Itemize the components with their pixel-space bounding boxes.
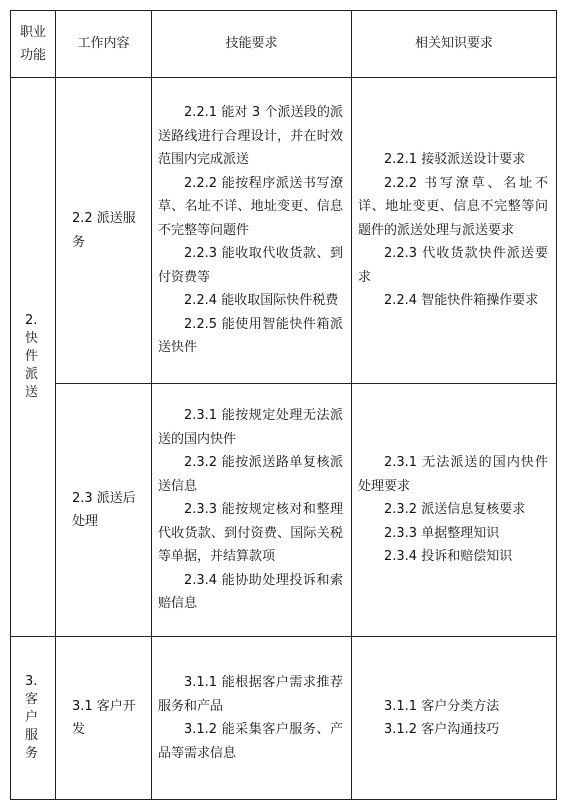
function-label-line: 客户 [25,692,39,725]
function-label-line: 派送 [25,367,39,400]
knowledge-item: 2.3.4 投诉和赔偿知识 [384,549,513,565]
skill-item: 2.2.1 能对 3 个派送段的派送路线进行合理设计，并在时效范围内完成派送 [158,105,343,168]
work-content-cell: 2.3 派送后处理 [56,384,152,637]
table-row [11,384,557,637]
skill-item: 2.2.4 能收取国际快件税费 [184,293,339,309]
knowledge-cell [352,384,557,637]
function-number: 2. [25,313,38,328]
skill-item: 2.3.2 能按派送路单复核派送信息 [158,455,343,494]
skill-item: 3.1.2 能采集客户服务、产品等需求信息 [158,722,343,761]
table-row [11,637,557,800]
skill-item: 2.2.5 能使用智能快件箱派送快件 [158,316,343,356]
knowledge-item: 2.2.4 智能快件箱操作要求 [384,293,539,309]
header-skill-requirements: 技能要求 [152,11,352,78]
function-number: 3. [25,674,38,689]
knowledge-item: 3.1.2 客户沟通技巧 [384,722,500,737]
skill-item: 2.2.2 能按程序派送书写潦草、名址不详、地址变更、信息不完整等问题件 [158,175,343,238]
table-header-row [11,11,557,78]
skill-item: 2.3.3 能按规定核对和整理代收货款、到付资费、国际关税等单据，并结算款项 [158,502,343,565]
knowledge-item: 2.2.1 接驳派送设计要求 [384,152,526,168]
knowledge-item: 2.3.3 单据整理知识 [384,525,500,541]
knowledge-cell [352,78,557,384]
knowledge-item: 2.3.1 无法派送的国内快件处理要求 [358,455,548,494]
skill-item: 2.3.4 能协助处理投诉和索赔信息 [158,572,343,612]
skills-cell [152,78,352,384]
function-cell-delivery [11,78,56,637]
knowledge-item: 2.3.2 派送信息复核要求 [384,502,526,518]
function-label-line: 快件 [25,331,39,364]
function-label-line: 服务 [25,728,39,761]
work-content-cell: 2.2 派送服务 [56,78,152,384]
table-row [11,78,557,384]
knowledge-item: 3.1.1 客户分类方法 [384,698,500,714]
work-content-cell: 3.1 客户开发 [56,637,152,800]
function-cell-customer-service [11,637,56,800]
skills-cell [152,384,352,637]
header-work-content: 工作内容 [56,11,152,78]
skill-item: 3.1.1 能根据客户需求推荐服务和产品 [158,675,343,714]
knowledge-cell [352,637,557,800]
header-function: 职业 功能 [11,11,56,78]
header-knowledge-requirements: 相关知识要求 [352,11,557,78]
skill-item: 2.3.1 能按规定处理无法派送的国内快件 [158,408,343,447]
skill-item: 2.2.3 能收取代收货款、到付资费等 [158,246,343,285]
skills-cell [152,637,352,800]
knowledge-item: 2.2.2 书写潦草、名址不详、地址变更、信息不完整等问题件的派送处理与派送要求 [358,175,548,238]
knowledge-item: 2.2.3 代收货款快件派送要求 [358,246,548,285]
skill-standard-table [10,10,557,800]
